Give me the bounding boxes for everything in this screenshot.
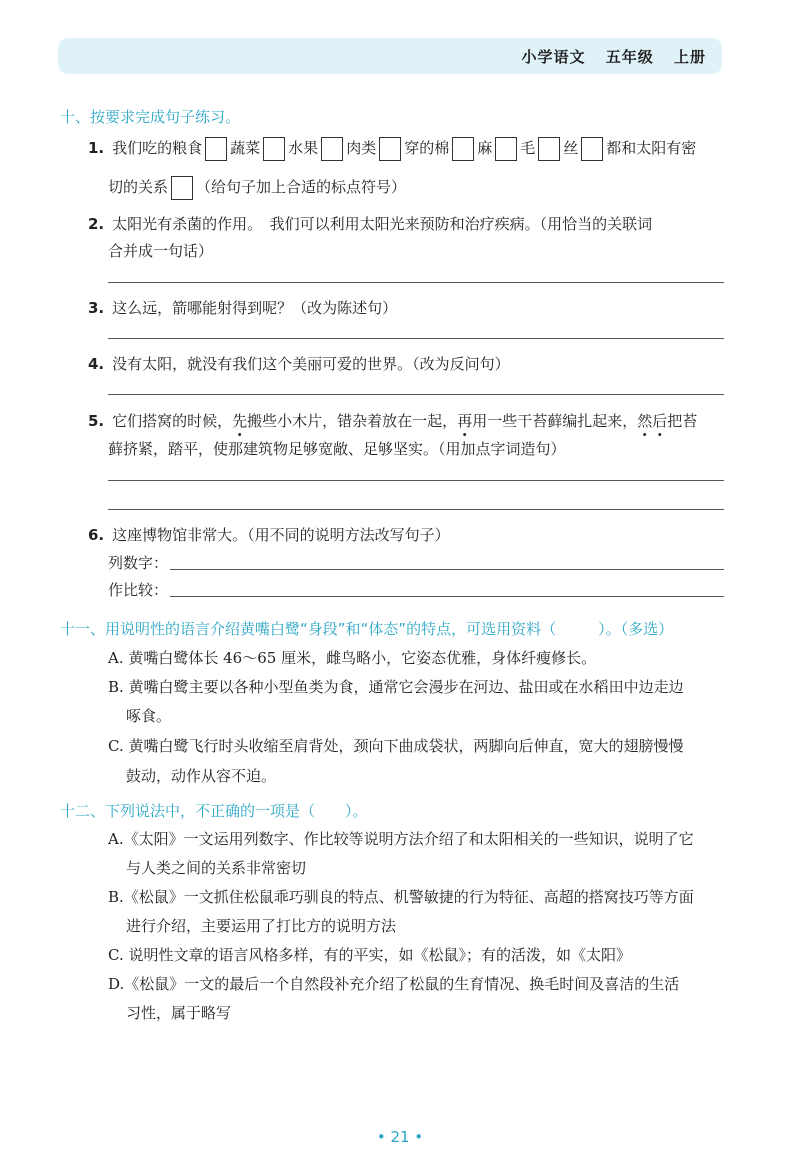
question-1-line-1 [88,137,696,161]
question-5-line-1 [88,410,697,431]
answer-line[interactable] [108,394,724,395]
s12-option-b-line-2: 进行介绍，主要运用了打比方的说明方法 [126,917,397,935]
punctuation-box[interactable] [495,137,517,161]
q1-line2-start: 切的关系 [108,178,169,196]
s12-option-a-line-2: 与人类之间的关系非常密切 [126,859,307,877]
punctuation-box[interactable] [452,137,474,161]
question-4-number: 4. [88,355,105,373]
subject-label: 小学语文 [521,48,586,66]
section-12-title [60,800,368,821]
s11-option-c-line-2: 鼓动，动作从容不迫。 [126,767,277,785]
question-6-number: 6. [88,526,105,544]
q5-text-d: 把苔 [667,412,698,430]
grade-label: 五年级 [605,48,654,66]
section-11-title-a: 十一、用说明性的语言介绍黄嘴白鹭“身段”和“体态”的特点，可选用资料（ [60,620,557,638]
question-3-number: 3. [88,299,105,317]
punctuation-box[interactable] [379,137,401,161]
section-12-title-a: 十二、下列说法中，不正确的一项是（ [60,802,316,820]
s12-option-b-line-1: B.《松鼠》一文抓住松鼠乖巧驯良的特点、机警敏捷的行为特征、高超的搭窝技巧等方面 [108,888,694,906]
q1-part: 都和太阳有密 [606,139,697,157]
q1-line2-end: （给句子加上合适的标点符号） [196,178,407,196]
answer-line[interactable] [108,509,724,510]
s11-option-a: A. 黄嘴白鹭体长 46～65 厘米，雌鸟略小，它姿态优雅，身体纤瘦修长。 [108,649,597,667]
section-11-title [60,618,673,639]
q5-text-a: 它们搭窝的时候， [112,412,233,430]
question-6 [88,524,450,545]
q5-text-b: 搬些小木片，错杂着放在一起， [247,412,458,430]
q2-text-1: 太阳光有杀菌的作用。 我们可以利用太阳光来预防和治疗疾病。（用恰当的关联词 [112,215,653,233]
header-title [507,46,706,67]
q6-label-compare: 作比较： [108,581,169,599]
answer-line[interactable] [108,338,724,339]
punctuation-box[interactable] [581,137,603,161]
punctuation-box[interactable] [171,176,193,200]
q1-part: 毛 [520,139,536,157]
q1-part: 穿的棉 [404,139,450,157]
header-bar [58,38,722,74]
punctuation-box[interactable] [538,137,560,161]
s12-option-c: C. 说明性文章的语言风格多样，有的平实，如《松鼠》；有的活泼，如《太阳》 [108,946,631,964]
answer-line[interactable] [170,569,724,570]
punctuation-box[interactable] [263,137,285,161]
page-number: • 21 • [376,1128,424,1146]
q3-text: 这么远，箭哪能射得到呢？（改为陈述句） [112,299,398,317]
s11-option-c-line-1: C. 黄嘴白鹭飞行时头收缩至肩背处，颈向下曲成袋状，两脚向后伸直，宽大的翅膀慢慢 [108,737,684,755]
s12-option-d-line-2: 习性，属于略写 [126,1004,232,1022]
q1-part: 丝 [563,139,579,157]
answer-line[interactable] [170,596,724,597]
volume-label: 上册 [673,48,706,66]
q1-part: 肉类 [346,139,377,157]
punctuation-box[interactable] [205,137,227,161]
question-4 [88,353,510,374]
question-3 [88,297,397,318]
dotted-char: 然 [637,412,653,430]
question-2-number: 2. [88,215,105,233]
s11-option-b-line-2: 啄食。 [126,707,172,725]
q4-text: 没有太阳，就没有我们这个美丽可爱的世界。（改为反问句） [112,355,510,373]
question-1-line-2 [108,176,406,200]
question-2-line-2: 合并成一句话） [108,242,214,260]
dotted-char: 先 [232,412,248,430]
s12-option-d-line-1: D.《松鼠》一文的最后一个自然段补充介绍了松鼠的生育情况、换毛时间及喜洁的生活 [108,975,680,993]
section-10-title: 十、按要求完成句子练习。 [60,108,241,126]
q1-part: 蔬菜 [230,139,261,157]
q1-part: 麻 [477,139,493,157]
section-12-title-b: ）。 [345,802,368,820]
question-5-number: 5. [88,412,105,430]
dotted-char: 后 [652,412,668,430]
question-5-line-2: 藓挤紧，踏平，使那建筑物足够宽敞、足够坚实。（用加点字词造句） [108,440,566,458]
question-2-line-1 [88,213,652,234]
q1-part: 水果 [288,139,319,157]
q6-text: 这座博物馆非常大。（用不同的说明方法改写句子） [112,526,450,544]
answer-line[interactable] [108,282,724,283]
punctuation-box[interactable] [321,137,343,161]
s11-option-b-line-1: B. 黄嘴白鹭主要以各种小型鱼类为食，通常它会漫步在河边、盐田或在水稻田中边走边 [108,678,684,696]
q6-label-numbers: 列数字： [108,554,169,572]
dotted-char: 再 [457,412,473,430]
answer-line[interactable] [108,480,724,481]
q1-part: 我们吃的粮食 [112,139,203,157]
question-1-number: 1. [88,139,105,157]
q5-text-c: 用一些干苔藓编扎起来， [472,412,638,430]
s12-option-a-line-1: A.《太阳》一文运用列数字、作比较等说明方法介绍了和太阳相关的一些知识，说明了它 [108,830,694,848]
section-11-title-b: ）。（多选） [598,620,674,638]
